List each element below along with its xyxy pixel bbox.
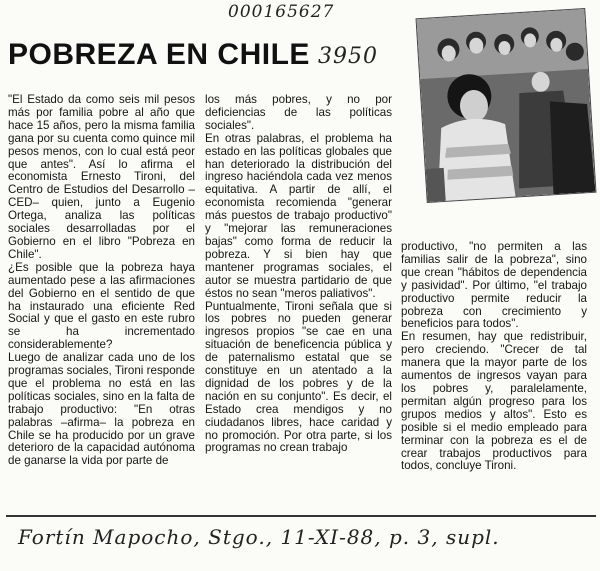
article-column-1 (8, 94, 195, 468)
handwritten-number: 3950 (318, 44, 378, 69)
archive-number-handwritten: 000165627 (228, 2, 335, 22)
paragraph: ¿Es posible que la pobreza haya aumentado pese a las afirmaciones del Gobierno en el sentido de que ha instaurado una eficiente Red Social y que el gasto en este rubro se ha incrementado considerablemente? (8, 260, 195, 352)
paragraph: En resumen, hay que redistribuir, pero creciendo. "Crecer de tal manera que la mayor parte de los aumentos de ingresos vayan para los pobres y, paralelamente, permitan algún progreso para los grupos medios y altos". Esto es posible si el medio empleado para terminar con la pobreza es el de crear trabajos productivos para todos, concluye Tironi. (401, 330, 587, 473)
paragraph: Luego de analizar cada uno de los programas sociales, Tironi responde que el problema no está en las políticas sociales, sino en la falta de trabajo productivo: "En otras palabras –afirma– la pobreza en Chile se ha producido por un grave deterioro de la capacidad autónoma de ganarse la vida por parte de (8, 351, 195, 468)
paragraph: los más pobres, y no por deficiencias de las políticas sociales". (205, 93, 392, 132)
children-photo (416, 8, 597, 203)
bottom-rule (6, 515, 596, 517)
article-column-2 (205, 94, 392, 455)
source-note-handwritten: Fortín Mapocho, Stgo., 11-XI-88, p. 3, supl. (18, 525, 500, 549)
paragraph: En otras palabras, el problema ha estado en las políticas globales que han deteriorado la distribución del ingreso haciéndola cada vez menos equitativa. A partir de allí, el economista recomienda "generar más puestos de trabajo productivo" y "mejorar las remuneraciones bajas" como forma de reducir la pobreza. Y si bien hay que mantener programas sociales, el autor se muestra partidario de que éstos no sean "meros paliativos". (205, 131, 392, 300)
paragraph: Puntualmente, Tironi señala que si los pobres no pueden generar ingresos propios "se cae en una situación de beneficencia pública y de paternalismo estatal que se constituye en un atentado a la dignidad de los pobres y de la nación en su conjunto". Es decir, el Estado crea mendigos y no ciudadanos libres, hace caridad y no promoción. Por otra parte, si los programas no crean trabajo (205, 299, 392, 455)
paragraph: "El Estado da como seis mil pesos más por familia pobre al año que hace 15 años, pero la misma familia gana por su cuenta como quince mil pesos menos, con lo cual está peor que antes". Así lo afirma el economista Ernesto Tironi, del Centro de Estudios del Desarrollo –CED– quien, junto a Eugenio Ortega, analiza las políticas sociales desarrolladas por el Gobierno en el libro "Pobreza en Chile". (8, 93, 195, 261)
headline: POBREZA EN CHILE (8, 38, 310, 71)
article-column-3 (401, 241, 587, 473)
paragraph: productivo, "no permiten a las familias salir de la pobreza", sino que crean "hábitos de dependencia y pasividad". Por último, "el trabajo productivo permite reducir la pobreza con crecimiento y beneficios para todos". (401, 240, 587, 331)
